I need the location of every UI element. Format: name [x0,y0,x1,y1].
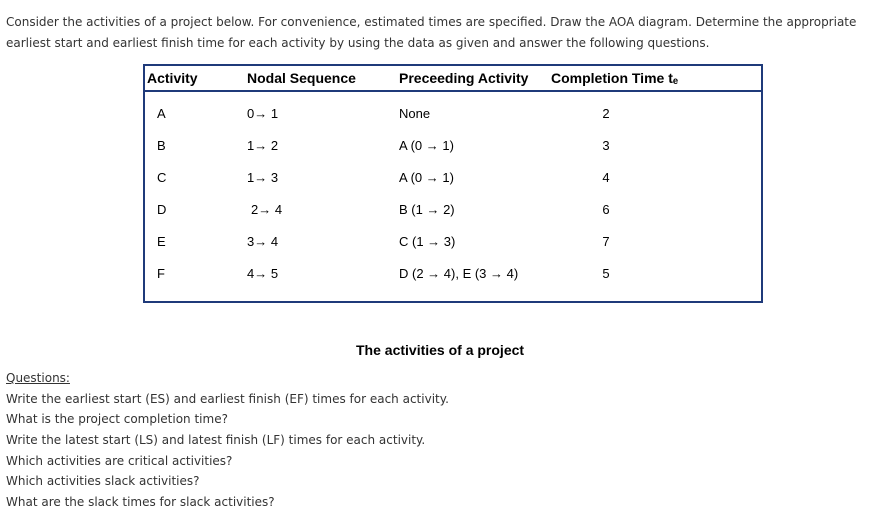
header-completion-time: Completion Time tₑ [551,70,679,86]
question-item: Which activities are critical activities? [6,454,233,468]
cell-preceding: B (1 → 2) [399,202,455,217]
cell-activity: F [157,266,165,281]
intro-paragraph: Consider the activities of a project below. For convenience, estimated times are specified. Draw the AOA diagram. Determine the appropriate earliest start and earliest finish time for each activity by using the data as given and answer the following questions. [6,15,857,50]
question-item: Write the earliest start (ES) and earliest finish (EF) times for each activity. [6,392,449,406]
table-row [145,170,761,202]
table-row [145,202,761,234]
cell-activity: D [157,202,167,217]
cell-time: 7 [602,234,610,249]
cell-time: 2 [602,106,610,121]
activities-table [143,64,763,303]
cell-time: 6 [602,202,610,217]
table-caption: The activities of a project [356,342,525,358]
table-row [145,138,761,170]
question-item: Which activities slack activities? [6,474,200,488]
cell-time: 5 [602,266,610,281]
table-header [145,66,761,92]
cell-preceding: A (0 → 1) [399,170,454,185]
cell-sequence: 3→ 4 [247,234,279,249]
cell-activity: C [157,170,167,185]
cell-sequence: 4→ 5 [247,266,279,281]
cell-sequence: 1→ 2 [247,138,279,153]
header-preceding-activity: Preceeding Activity [399,70,529,86]
table-row [145,106,761,138]
cell-activity: A [157,106,166,121]
cell-sequence: 0→ 1 [247,106,279,121]
cell-preceding: A (0 → 1) [399,138,454,153]
question-item: What is the project completion time? [6,412,228,426]
cell-time: 3 [602,138,610,153]
table-row [145,234,761,266]
cell-activity: E [157,234,166,249]
questions-title: Questions: [6,371,70,385]
cell-preceding: None [399,106,431,121]
question-item: Write the latest start (LS) and latest finish (LF) times for each activity. [6,433,426,447]
table-row [145,266,761,298]
cell-sequence: 1→ 3 [247,170,279,185]
cell-activity: B [157,138,166,153]
header-activity: Activity [147,70,198,86]
cell-preceding: C (1 → 3) [399,234,456,249]
cell-sequence: 2→ 4 [251,202,283,217]
header-nodal-sequence: Nodal Sequence [247,70,356,86]
question-item: What are the slack times for slack activities? [6,495,275,509]
cell-preceding: D (2 → 4), E (3 → 4) [399,266,519,281]
cell-time: 4 [602,170,610,185]
